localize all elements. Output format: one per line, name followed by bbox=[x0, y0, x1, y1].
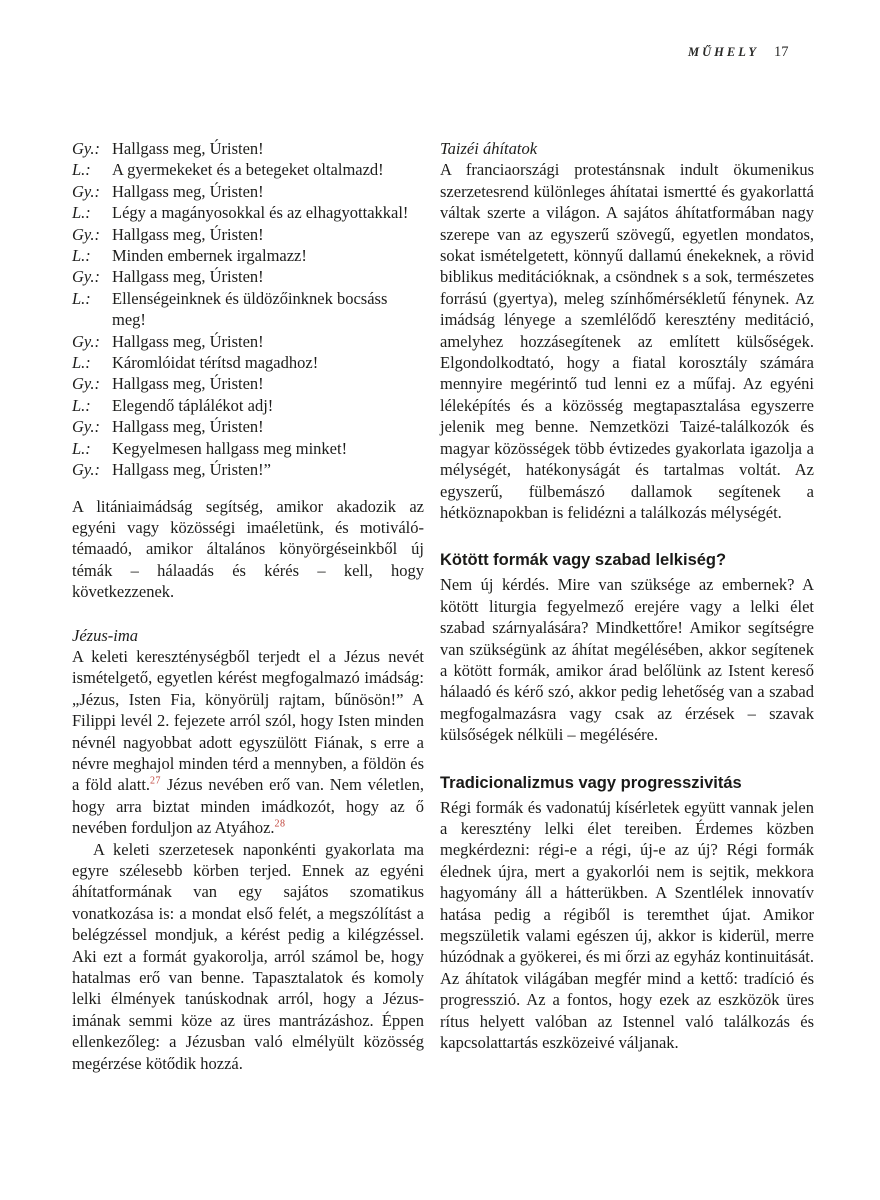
kotott-formak-paragraph: Nem új kérdés. Mire van szüksége az embernek? A kötött liturgia fegyelmező erejére vagy a lelki élet szabad szárnyalására? Mindkettőre! Amikor segítségre van szükségünk az áhítat megélésében, akkor segítenek a kötött formák, amikor árad belőlünk az Istent kereső hálaadó és kérő szó, akkor pedig lehetőség van a szabad megfogalmazásra vagy csak az érzések – szavak külsőségek nélküli – megélésére. bbox=[440, 575, 814, 745]
section-heading-taizei-ahitatok: Taizéi áhítatok bbox=[440, 139, 538, 158]
litany-dialogue bbox=[72, 138, 424, 481]
litany-line bbox=[72, 138, 424, 159]
litany-line bbox=[72, 416, 424, 437]
litany-speaker: L.: bbox=[72, 395, 91, 415]
litany-commentary-paragraph: A litániaimádság segítség, amikor akadozik az egyéni vagy közösségi imaéletünk, és motiváló-témaadó, amikor általános könyörgéseinkből új témák – hálaadás és kérés – kell, hogy következzenek. bbox=[72, 496, 424, 602]
litany-text: Ellenségeinknek és üldözőinknek bocsáss meg! bbox=[112, 288, 388, 330]
litany-line bbox=[72, 159, 424, 180]
litany-text: Hallgass meg, Úristen! bbox=[112, 374, 264, 394]
litany-speaker: Gy.: bbox=[72, 181, 100, 201]
tradicionalizmus-paragraph: Régi formák és vadonatúj kísérletek együtt vannak jelen a keresztény lelki élet tereiben. Érdemes közben megkérdezni: régi-e a régi, új-e az új? Régi formák élednek újra, mert a gyakorlói nem is sejtik, mekkora hagyomány áll a hátterükben. A Szentlélek innovatív hatása pedig a régiből is teremthet újat. Amikor megszületik valami egészen új, akkor is kiderül, merre húzódnak a gyökerei, és mi őrzi az egyház kontinuitását. Az áhítatok világában megfér mind a kettő: tradíció és progresszió. Az a fontos, hogy ezek az eszközök üres rítus helyett valóban az Istennel való találkozás és kapcsolattartás eszközeivé váljanak. bbox=[440, 797, 814, 1053]
litany-text: Elegendő táplálékot adj! bbox=[112, 395, 274, 415]
right-column bbox=[440, 138, 814, 1074]
taize-paragraph: A franciaországi protestánsnak indult ökumenikus szerzetesrend különleges áhítatai ismertté és gyakorlattá váltak szerte a világon. A sajátos áhítatformában nagy szerepe van az egyszerű szövegű, egyetlen mondatos, sokat ismételgetett, könnyű dallamú énekeknek, a rövid biblikus meditációknak, a csöndnek s a sok, természetes forrású (gyertya), meleg színhőmérsékletű fénynek. Az imádság lényege a szemlélődő keresztény meditáció, amelyhez hozzásegítenek az említett külsőségek. Elgondolkodtató, hogy a fiatal korosztály számára mennyire megérintő tud lenni ez a műfaj. Az egyéni léleképítés és a közösség megtapasztalása egyszerre jelenik meg benne. Nemzetközi Taizé-találkozók és magyar közösségek több évtizedes gyakorlata igazolja a mélységét, hatékonyságát és tartalmas voltát. Az egyszerű, fülbemászó dallamok segítenek a hétköznapokban is felidézni a találkozás mélységét. bbox=[440, 160, 814, 522]
jezus-ima-paragraph-2: A keleti szerzetesek naponkénti gyakorlata ma egyre szélesebb körben terjed. Ennek az egyéni áhítatformának van egy sajátos szomatikus vonatkozása is: a mondat első felét, a megszólítást a belégzéssel mondjuk, a kérést pedig a kilégzéssel. Aki ezt a formát gyakorolja, arról számol be, hogy hatalmas erő van benne. Tapasztalatok és komoly lelki élmények tanúskodnak arról, hogy a Jézus-imának semmi köze az üres mantrázáshoz. Éppen ellenkezőleg: a Jézusban való elmélyült közösség megérzése kötődik hozzá. bbox=[72, 839, 424, 1073]
section-heading-jezus-ima: Jézus-ima bbox=[72, 625, 138, 645]
litany-text: Hallgass meg, Úristen! bbox=[112, 181, 264, 201]
litany-text: Légy a magányosokkal és az elhagyottakkal! bbox=[112, 203, 409, 223]
litany-text: Káromlóidat térítsd magadhoz! bbox=[112, 353, 319, 373]
litany-line bbox=[72, 438, 424, 459]
litany-speaker: Gy.: bbox=[72, 139, 100, 158]
litany-line bbox=[72, 352, 424, 373]
litany-line bbox=[72, 202, 424, 223]
litany-text: Kegyelmesen hallgass meg minket! bbox=[112, 438, 348, 458]
litany-text: Hallgass meg, Úristen! bbox=[112, 417, 264, 437]
litany-speaker: Gy.: bbox=[72, 224, 100, 244]
litany-line bbox=[72, 181, 424, 202]
litany-speaker: L.: bbox=[72, 160, 91, 180]
litany-text: Hallgass meg, Úristen! bbox=[112, 139, 264, 158]
litany-speaker: Gy.: bbox=[72, 460, 100, 480]
litany-line bbox=[72, 459, 424, 480]
litany-line bbox=[72, 331, 424, 352]
litany-speaker: Gy.: bbox=[72, 374, 100, 394]
litany-text: Hallgass meg, Úristen!” bbox=[112, 460, 271, 480]
litany-speaker: L.: bbox=[72, 203, 91, 223]
page-header bbox=[688, 44, 789, 61]
left-column bbox=[72, 138, 424, 1074]
litany-line bbox=[72, 395, 424, 416]
footnote-ref-27: 27 bbox=[150, 775, 162, 787]
litany-speaker: Gy.: bbox=[72, 417, 100, 437]
litany-speaker: Gy.: bbox=[72, 267, 100, 287]
section-heading-kotott-formak: Kötött formák vagy szabad lelkiség? bbox=[440, 551, 727, 570]
litany-speaker: L.: bbox=[72, 246, 91, 266]
jezus-ima-paragraph-1 bbox=[72, 646, 424, 839]
litany-line bbox=[72, 288, 424, 331]
litany-text: Hallgass meg, Úristen! bbox=[112, 267, 264, 287]
litany-line bbox=[72, 373, 424, 394]
litany-speaker: Gy.: bbox=[72, 331, 100, 351]
footnote-ref-28: 28 bbox=[274, 818, 286, 830]
litany-line bbox=[72, 224, 424, 245]
paragraph-text: A keleti kereszténységből terjedt el a Jézus nevét ismételgető, egyetlen kérést megfogalmazó imádság: „Jézus, Isten Fia, könyörülj rajtam, bűnösön!” A Filippi levél 2. fejezete arról szól, hogy Isten minden névnél nagyobbat adott egyszülött Fiának, s erre a névre meghajol minden térd a mennyben, a földön és a föld alatt. bbox=[72, 646, 424, 795]
litany-line bbox=[72, 245, 424, 266]
litany-text: Hallgass meg, Úristen! bbox=[112, 331, 264, 351]
page-number: 17 bbox=[774, 44, 789, 60]
litany-text: Hallgass meg, Úristen! bbox=[112, 224, 264, 244]
section-rubric: MŰHELY bbox=[688, 45, 760, 59]
two-column-layout bbox=[72, 138, 814, 1074]
litany-line bbox=[72, 266, 424, 287]
paragraph-text: Jézus nevében erő van. Nem véletlen, hogy arra biztat minden imádkozót, hogy az ő nevében forduljon az Atyához. bbox=[72, 775, 424, 838]
litany-speaker: L.: bbox=[72, 438, 91, 458]
litany-text: Minden embernek irgalmazz! bbox=[112, 246, 307, 266]
section-heading-tradicionalizmus: Tradicionalizmus vagy progresszivitás bbox=[440, 773, 742, 792]
litany-speaker: L.: bbox=[72, 353, 91, 373]
litany-text: A gyermekeket és a betegeket oltalmazd! bbox=[112, 160, 384, 180]
litany-speaker: L.: bbox=[72, 288, 91, 308]
